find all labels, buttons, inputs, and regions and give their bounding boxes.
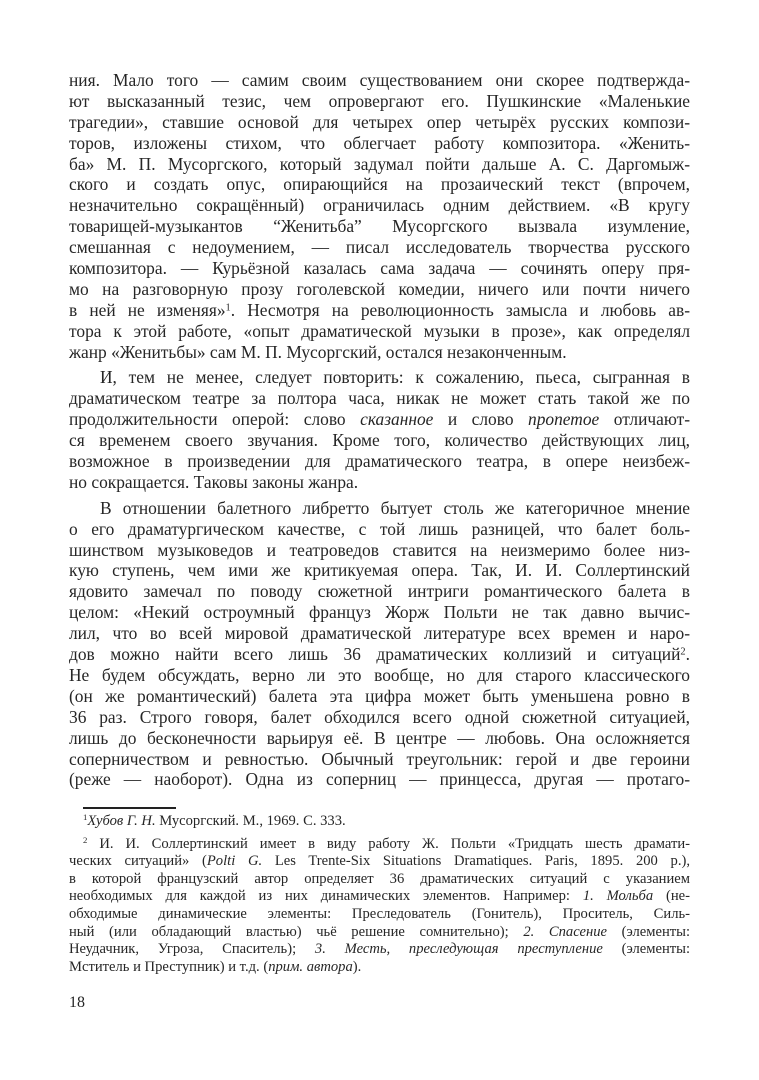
italic-text: прим. автора	[268, 958, 353, 975]
text-run: кую ступень, чем ими же критикуемая опера. Так, И. И. Соллертинский	[69, 560, 690, 581]
text-line	[69, 388, 690, 409]
text-run: ского и создать опус, опирающийся на прозаический текст (впрочем,	[69, 174, 690, 195]
text-run: трагедии», ставшие основой для четырех опер четырёх русских компози-	[69, 111, 690, 132]
text-run: смешанная с недоумением, — писал исследователь творчества русского	[69, 237, 690, 258]
text-run: возможное в произведении для драматического театра, в опере неизбеж-	[69, 451, 690, 472]
text-line	[69, 321, 690, 342]
text-run: незначительно сокращённый) ограничилась одним действием. «В кругу	[69, 195, 690, 216]
text-line	[69, 300, 690, 321]
text-line	[69, 644, 690, 665]
footnote	[69, 813, 690, 831]
text-line	[69, 853, 690, 871]
text-run: в ней не изменяя»	[69, 299, 226, 320]
text-run: отличают-	[599, 409, 690, 430]
text-line	[69, 91, 690, 112]
text-line	[69, 728, 690, 749]
text-line	[69, 941, 690, 959]
text-line	[69, 430, 690, 451]
text-line	[69, 133, 690, 154]
italic-text: пропетое	[528, 409, 600, 430]
text-run: (элементы:	[607, 923, 691, 940]
footnote-marker: 1	[225, 302, 231, 314]
text-run: (он же романтический) балета эта цифра может быть уменьшена ровно в	[69, 685, 690, 706]
italic-text: 2. Спасение	[523, 923, 607, 940]
text-run: в которой французский автор определяет 36 драматических ситуаций с указанием	[69, 870, 690, 887]
text-run: ).	[352, 958, 362, 975]
text-line	[69, 258, 690, 279]
text-line	[69, 237, 690, 258]
text-line	[69, 409, 690, 430]
text-run: ся временем своего звучания. Кроме того, количество действующих лиц,	[69, 430, 690, 451]
italic-text: сказанное	[360, 409, 434, 430]
footnote	[69, 836, 690, 977]
text-run: лил, что во всей мировой драматической литературе всех времен и наро-	[69, 623, 690, 644]
text-line	[69, 686, 690, 707]
text-line	[69, 813, 690, 831]
text-run: торов, изложены стихом, что облегчает работу композитора. «Женить-	[69, 132, 690, 153]
text-run: шинством музыковедов и театроведов ставится на неизмеримо более низ-	[69, 539, 690, 560]
text-line	[69, 623, 690, 644]
text-line	[69, 581, 690, 602]
text-run: Не будем обсуждать, верно ли это вообще, но для старого классического	[69, 664, 690, 685]
text-run: И. И. Соллертинский имеет в виду работу Ж. Польти «Тридцать шесть драмати-	[87, 835, 690, 852]
text-line	[69, 342, 690, 363]
text-line	[69, 112, 690, 133]
text-line	[69, 472, 690, 493]
text-run: ческих ситуаций» (	[69, 853, 207, 870]
text-run: продолжительности оперой: слово	[69, 409, 361, 430]
text-run: композитора. — Курьёзной казалась сама задача — сочинять оперу пря-	[69, 258, 690, 279]
text-line	[69, 888, 690, 906]
text-run: товарищей-музыкантов “Женитьба” Мусоргского вызвала изумление,	[69, 216, 690, 237]
text-run: (элементы:	[602, 941, 691, 958]
footnote-separator	[83, 807, 176, 809]
text-run: Мститель и Преступник) и т.д. (	[69, 958, 269, 975]
text-line	[69, 871, 690, 889]
paragraph	[69, 367, 690, 492]
text-line	[69, 154, 690, 175]
text-line	[69, 451, 690, 472]
text-run: (не-	[653, 888, 690, 905]
paragraph	[69, 70, 690, 362]
text-line	[69, 707, 690, 728]
text-run: жанр «Женитьбы» сам М. П. Мусоргский, остался незаконченным.	[69, 341, 567, 362]
text-run: ба» М. П. Мусоргского, который задумал пойти дальше А. С. Даргомыж-	[69, 153, 690, 174]
footnote-marker: 2	[680, 646, 686, 658]
text-run: ный (или обладающий властью) чьё решение сомнительно);	[69, 923, 524, 940]
italic-text: 3. Месть, преследующая преступление	[314, 941, 603, 958]
text-run: целом: «Некий остроумный француз Жорж Польти не так давно вычис-	[69, 602, 690, 623]
footnotes	[69, 813, 690, 976]
text-line	[69, 498, 690, 519]
text-run: дов можно найти всего лишь 36 драматических коллизий и ситуаций	[69, 644, 681, 665]
text-run: о его драматургическом качестве, с той лишь разницей, что балет боль-	[69, 518, 690, 539]
page-number: 18	[69, 994, 85, 1011]
text-run: необходимых для каждой из них динамических элементов. Например:	[69, 888, 583, 905]
text-line	[69, 924, 690, 942]
text-line	[69, 602, 690, 623]
text-run: драматическом театре за полтора часа, никак не может стать такой же по	[69, 388, 690, 409]
text-line	[69, 279, 690, 300]
main-text	[69, 70, 690, 790]
text-line	[69, 769, 690, 790]
text-run: 36 раз. Строго говоря, балет обходился всего одной сюжетной ситуацией,	[69, 706, 690, 727]
text-line	[69, 70, 690, 91]
text-line	[69, 836, 690, 854]
text-line	[69, 540, 690, 561]
footnote-marker: 1	[83, 812, 88, 823]
text-run: ния. Мало того — самим своим существованием они скорее подтвержда-	[69, 70, 690, 90]
text-run: ядовито замечал по поводу сюжетной интриги романтического балета в	[69, 581, 690, 602]
text-run: (реже — наоборот). Одна из соперниц — принцесса, другая — протаго-	[69, 769, 690, 790]
text-line	[69, 216, 690, 237]
text-line	[69, 959, 690, 977]
italic-text: Хубов Г. Н.	[87, 813, 156, 829]
text-line	[69, 560, 690, 581]
text-line	[69, 519, 690, 540]
text-run: ют высказанный тезис, чем опровергают его. Пушкинские «Маленькие	[69, 90, 690, 111]
text-run: .	[685, 644, 690, 665]
text-line	[69, 665, 690, 686]
text-line	[69, 749, 690, 770]
text-line	[69, 367, 690, 388]
text-run: Мусоргский. М., 1969. С. 333.	[155, 813, 346, 829]
italic-text: 1. Мольба	[582, 888, 654, 905]
text-run: . Несмотря на революционность замысла и любовь ав-	[230, 299, 690, 320]
paragraph	[69, 498, 690, 790]
text-line	[69, 906, 690, 924]
text-run: мо на разговорную прозу гоголевской комедии, ничего или почти ничего	[69, 278, 690, 299]
text-run: тора к этой работе, «опыт драматической музыки в прозе», как определял	[69, 320, 690, 341]
text-run: лишь до бесконечности варьируя её. В центре — любовь. Она осложняется	[69, 727, 690, 748]
text-line	[69, 174, 690, 195]
text-line	[69, 195, 690, 216]
text-run: соперничеством и ревностью. Обычный треугольник: герой и две героини	[69, 748, 690, 769]
text-run: И, тем не менее, следует повторить: к сожалению, пьеса, сыгранная в	[100, 367, 690, 388]
text-run: Неудачник, Угроза, Спаситель);	[69, 941, 315, 958]
text-run: но сокращается. Таковы законы жанра.	[69, 471, 359, 492]
text-run: В отношении балетного либретто бытует столь же категоричное мнение	[100, 497, 690, 518]
footnote-marker: 2	[83, 834, 88, 845]
text-run: и слово	[433, 409, 529, 430]
text-run: Les Trente-Six Situations Dramatiques. Paris, 1895. 200 p.),	[262, 853, 690, 870]
italic-text: Polti G.	[206, 853, 263, 870]
text-run: обходимые динамические элементы: Преследователь (Гонитель), Проситель, Силь-	[69, 905, 690, 922]
